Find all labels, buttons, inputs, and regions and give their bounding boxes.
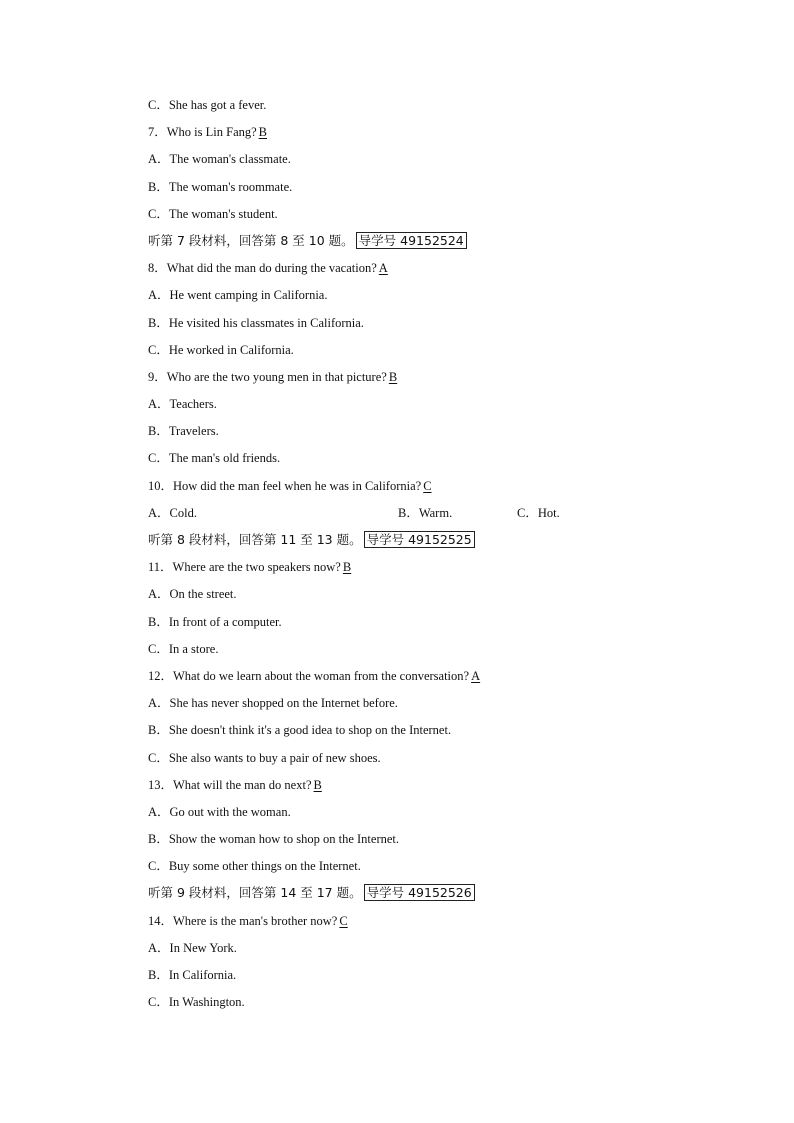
answer-option: A．In New York. (148, 940, 237, 955)
answer-option: B．In California. (148, 968, 237, 982)
question-list (148, 94, 708, 1018)
question-line (148, 665, 708, 692)
answer-blank: C (423, 478, 432, 493)
answer-blank: B (342, 560, 352, 575)
answer-option: B．The woman's roommate. (148, 179, 293, 194)
question-line (148, 556, 708, 583)
question-text: 10．How did the man feel when he was in California? (148, 478, 422, 493)
section-text: 听第 9 段材料，回答第 14 至 17 题。 (148, 885, 362, 901)
question-text: 13．What will the man do next? (148, 777, 312, 792)
answer-option: B．He visited his classmates in California. (148, 315, 364, 330)
answer-option: C．The woman's student. (148, 206, 278, 221)
answer-option: A．She has never shopped on the Internet before. (148, 696, 398, 711)
answer-option: C．He worked in California. (148, 342, 294, 357)
section-instruction (148, 230, 708, 257)
question-line (148, 257, 708, 284)
answer-option: B．In front of a computer. (148, 614, 282, 629)
question-line (148, 774, 708, 801)
answer-option: C．The man's old friends. (148, 451, 281, 466)
question-line (148, 366, 708, 393)
answer-option: B．Show the woman how to shop on the Internet. (148, 832, 400, 847)
question-text: 9．Who are the two young men in that picture? (148, 369, 387, 384)
answer-option: A．The woman's classmate. (148, 152, 291, 167)
section-text: 听第 7 段材料，回答第 8 至 10 题。 (148, 232, 354, 248)
answer-option: A．Cold. (148, 505, 197, 520)
answer-option: C．She also wants to buy a pair of new shoes. (148, 750, 381, 765)
question-text: 12．What do we learn about the woman from the conversation? (148, 668, 470, 683)
question-text: 7．Who is Lin Fang? (148, 125, 257, 140)
answer-option: B．She doesn't think it's a good idea to shop on the Internet. (148, 723, 452, 738)
reference-number-box: 导学号 49152525 (364, 531, 475, 548)
answer-option: A．Teachers. (148, 397, 217, 412)
answer-blank: B (388, 369, 398, 384)
answer-blank: B (258, 125, 268, 140)
answer-option: C．In Washington. (148, 995, 245, 1010)
section-text: 听第 8 段材料，回答第 11 至 13 题。 (148, 532, 362, 547)
answer-blank: A (471, 668, 481, 683)
question-text: 8．What did the man do during the vacation? (148, 261, 377, 276)
answer-option: A．On the street. (148, 587, 237, 602)
answer-option: C．Hot. (517, 505, 560, 520)
answer-option: B．Travelers. (148, 424, 219, 439)
answer-blank: B (313, 777, 322, 792)
answer-blank: C (339, 913, 348, 928)
question-text: 11．Where are the two speakers now? (148, 560, 341, 575)
reference-number-box: 导学号 49152526 (364, 884, 475, 901)
answer-blank: A (378, 261, 388, 276)
section-instruction (148, 882, 708, 909)
question-line (148, 475, 708, 502)
answer-option: C．She has got a fever. (148, 98, 267, 112)
answer-option: C．Buy some other things on the Internet. (148, 859, 361, 874)
question-line (148, 910, 708, 937)
answer-option: B．Warm. (398, 505, 453, 520)
section-instruction (148, 529, 708, 556)
question-text: 14．Where is the man's brother now? (148, 913, 338, 928)
question-line (148, 121, 708, 148)
answer-option: A．Go out with the woman. (148, 804, 291, 819)
answer-option: C．In a store. (148, 641, 219, 656)
answer-options-row (148, 502, 708, 529)
reference-number-box: 导学号 49152524 (356, 232, 467, 249)
answer-option: A．He went camping in California. (148, 288, 328, 303)
